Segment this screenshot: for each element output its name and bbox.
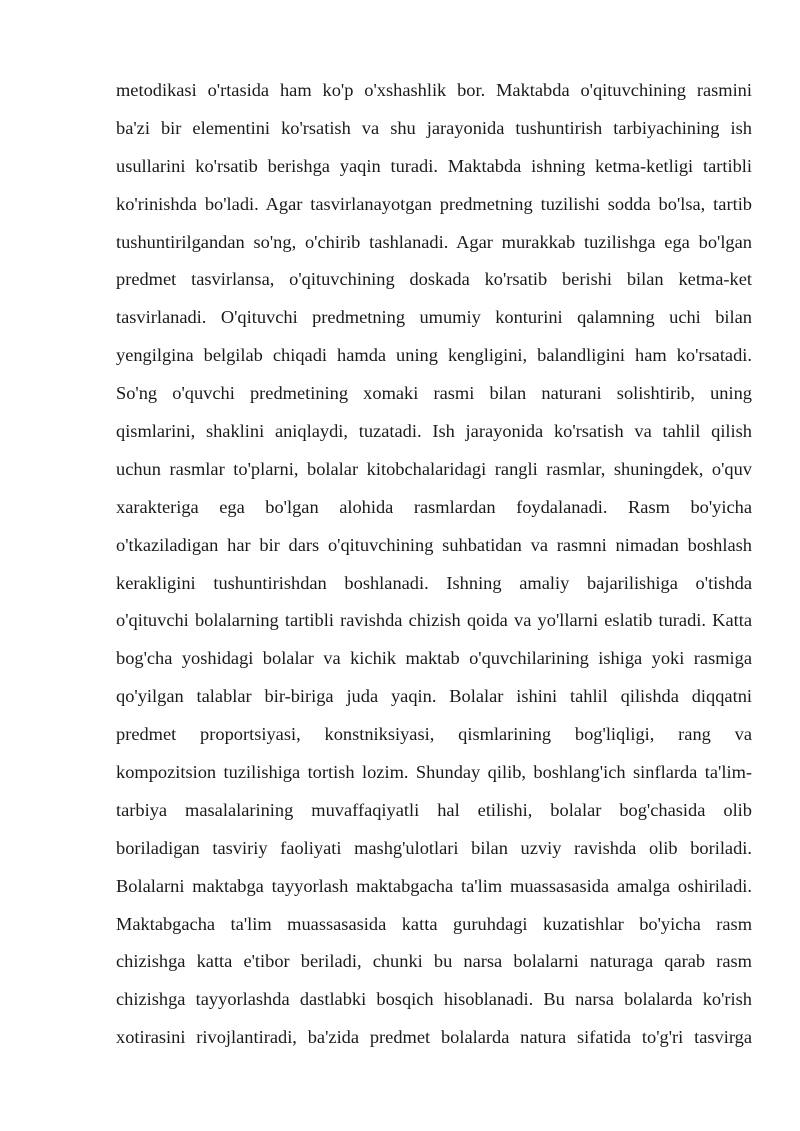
text-line: xotirasini rivojlantiradi, ba'zida predmet bolalarda natura sifatida to'g'ri tasvirga: [116, 1027, 752, 1048]
text-line: qo'yilgan talablar bir-biriga juda yaqin. Bolalar ishini tahlil qilishda diqqatni: [116, 686, 752, 707]
text-line: Maktabgacha ta'lim muassasasida katta guruhdagi kuzatishlar bo'yicha rasm: [116, 913, 752, 934]
text-line: kompozitsion tuzilishiga tortish lozim. Shunday qilib, boshlang'ich sinflarda ta'lim-: [116, 762, 752, 783]
text-line: chizishga katta e'tibor beriladi, chunki bu narsa bolalarni naturaga qarab rasm: [116, 951, 752, 972]
text-line: boriladigan tasviriy faoliyati mashg'ulotlari bilan uzviy ravishda olib boriladi.: [116, 837, 752, 858]
text-line: So'ng o'quvchi predmetining xomaki rasmi bilan naturani solishtirib, uning: [116, 383, 752, 404]
text-line: ba'zi bir elementini ko'rsatish va shu jarayonida tushuntirish tarbiyachining ish: [116, 117, 752, 138]
text-line: predmet proportsiyasi, konstniksiyasi, qismlarining bog'liqligi, rang va: [116, 724, 752, 745]
text-line: Bolalarni maktabga tayyorlash maktabgacha ta'lim muassasasida amalga oshiriladi.: [116, 875, 752, 896]
text-line: usullarini ko'rsatib berishga yaqin turadi. Maktabda ishning ketma-ketligi tartibli: [116, 155, 752, 176]
document-page: [116, 72, 752, 1057]
text-line: bog'cha yoshidagi bolalar va kichik maktab o'quvchilarining ishiga yoki rasmiga: [116, 648, 752, 669]
text-line: predmet tasvirlansa, o'qituvchining doskada ko'rsatib berishi bilan ketma-ket: [116, 269, 752, 290]
text-line: kerakligini tushuntirishdan boshlanadi. Ishning amaliy bajarilishiga o'tishda: [116, 572, 752, 593]
text-line: yengilgina belgilab chiqadi hamda uning kengligini, balandligini ham ko'rsatadi.: [116, 345, 752, 366]
text-line: tarbiya masalalarining muvaffaqiyatli hal etilishi, bolalar bog'chasida olib: [116, 799, 752, 820]
text-line: tushuntirilgandan so'ng, o'chirib tashlanadi. Agar murakkab tuzilishga ega bo'lgan: [116, 231, 752, 252]
text-line: chizishga tayyorlashda dastlabki bosqich hisoblanadi. Bu narsa bolalarda ko'rish: [116, 989, 752, 1010]
text-line: metodikasi o'rtasida ham ko'p o'xshashlik bor. Maktabda o'qituvchining rasmini: [116, 80, 752, 100]
text-line: xarakteriga ega bo'lgan alohida rasmlardan foydalanadi. Rasm bo'yicha: [116, 496, 752, 517]
text-line: o'tkaziladigan har bir dars o'qituvchining suhbatidan va rasmni nimadan boshlash: [116, 534, 752, 555]
text-line: ko'rinishda bo'ladi. Agar tasvirlanayotgan predmetning tuzilishi sodda bo'lsa, tartib: [116, 193, 752, 214]
text-line: o'qituvchi bolalarning tartibli ravishda chizish qoida va yo'llarni eslatib turadi. Katta: [116, 610, 752, 631]
text-line: uchun rasmlar to'plarni, bolalar kitobchalaridagi rangli rasmlar, shuningdek, o'quv: [116, 458, 752, 479]
text-line: tasvirlanadi. O'qituvchi predmetning umumiy konturini qalamning uchi bilan: [116, 307, 752, 328]
text-line: qismlarini, shaklini aniqlaydi, tuzatadi. Ish jarayonida ko'rsatish va tahlil qilish: [116, 421, 752, 442]
